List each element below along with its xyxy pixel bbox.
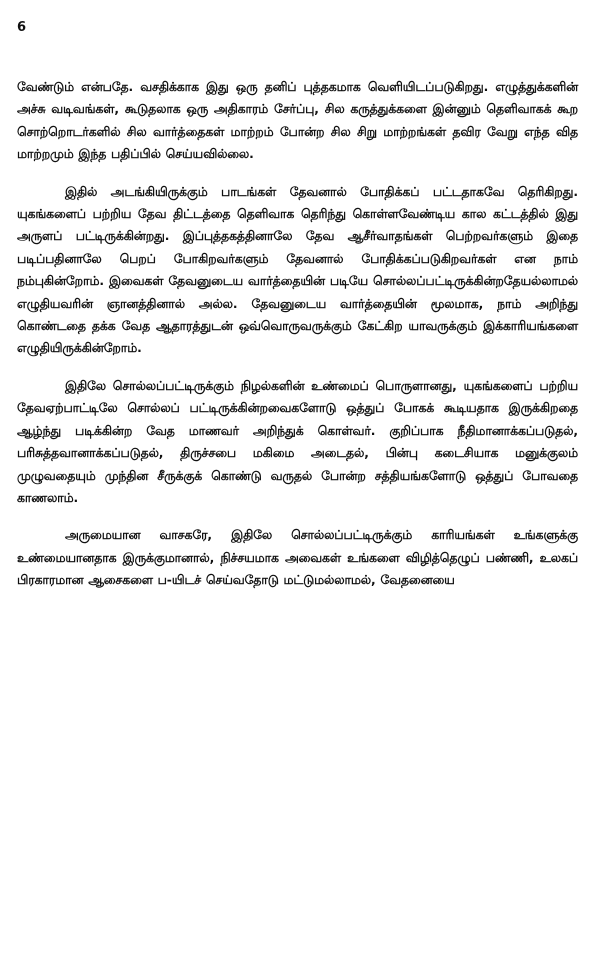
paragraph-4: அருமையான வாசகரே, இதிலே சொல்லப்பட்டிருக்கும் காரியங்கள் உங்களுக்கு உண்மையானதாக இருக்குமானால், நிச்சயமாக அவைகள் உங்களை விழித்தெழுப் பண்ணி, உலகப் பிரகாரமான ஆசைகளை ப-யிடச் செய்வதோடு மட்டுமல்லாமல், வேதனையை xyxy=(17,528,578,588)
paragraph-3: இதிலே சொல்லப்பட்டிருக்கும் நிழல்களின் உண்மைப் பொருளானது, யுகங்களைப் பற்றிய தேவஏற்பாட்டிலே சொல்லப் பட்டிருக்கின்றவைகளோடு ஒத்துப் போகக் கூடியதாக இருக்கிறதை ஆழ்ந்து படிக்கின்ற வேத மாணவர் அறிந்துக் கொள்வர். குறிப்பாக நீதிமானாக்கப்படுதல், பரிசுத்தவானாக்கப்படுதல், திருச்சபை மகிமை அடைதல், பின்பு கடைசியாக மனுக்குலம் முழுவதையும் முந்தின சீருக்குக் கொண்டு வருதல் போன்ற சத்தியங்களோடு ஒத்துப் போவதை காணலாம். xyxy=(17,378,578,505)
page-number: 6 xyxy=(17,20,27,35)
paragraph-2: இதில் அடங்கியிருக்கும் பாடங்கள் தேவனால் போதிக்கப் பட்டதாகவே தெரிகிறது. யுகங்களைப் பற்றிய தேவ திட்டத்தை தெளிவாக தெரிந்து கொள்ளவேண்டிய கால கட்டத்தில் இது அருளப் பட்டிருக்கின்றது. இப்புத்தகத்தினாலே தேவ ஆசீர்வாதங்கள் பெற்றவர்களும் இதை படிப்பதினாலே பெறப் போகிறவர்களும் தேவனால் போதிக்கப்படுகிறவர்கள் என நாம் நம்புகின்றோம். இவைகள் தேவனுடைய வார்த்தையின் படியே சொல்லப்பட்டிருக்கின்றதேயல்லாமல் எழுதியவரின் ஞானத்தினால் அல்ல. தேவனுடைய வார்த்தையின் மூலமாக, நாம் அறிந்து கொண்டதை தக்க வேத ஆதாரத்துடன் ஒவ்வொருவருக்கும் கேட்கிற யாவருக்கும் இக்காரியங்களை எழுதியிருக்கின்றோம். xyxy=(17,184,578,356)
paragraph-1: வேண்டும் என்பதே. வசதிக்காக இது ஒரு தனிப் புத்தகமாக வெளியிடப்படுகிறது. எழுத்துக்களின் அச்சு வடிவங்கள், கூடுதலாக ஒரு அதிகாரம் சேர்ப்பு, சில கருத்துக்களை இன்னும் தெளிவாகக் கூற சொற்றொடர்களில் சில வார்த்தைகள் மாற்றம் போன்ற சில சிறு மாற்றங்கள் தவிர வேறு எந்த வித மாற்றமும் இந்த பதிப்பில் செய்யவில்லை. xyxy=(17,80,578,162)
body-text xyxy=(17,76,578,607)
